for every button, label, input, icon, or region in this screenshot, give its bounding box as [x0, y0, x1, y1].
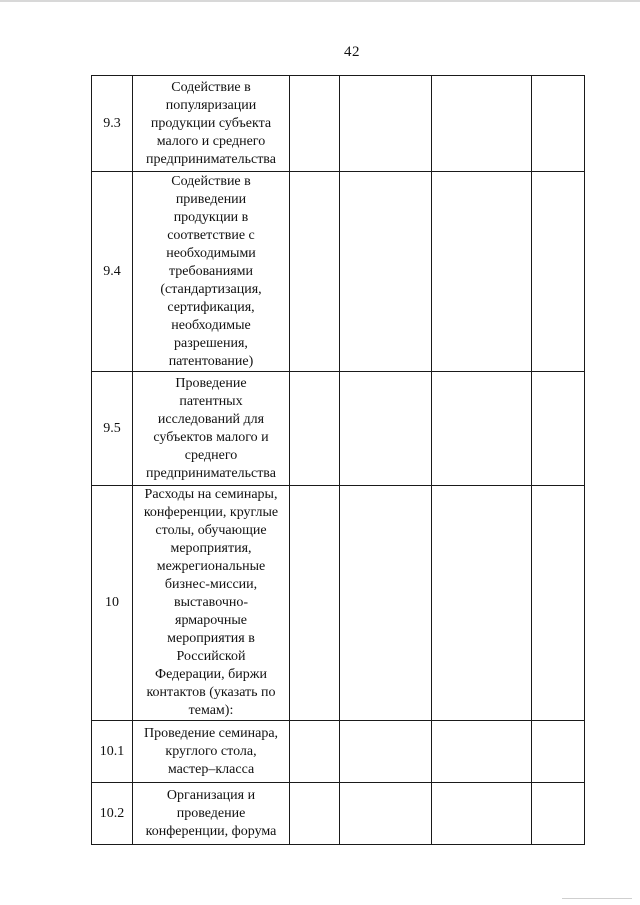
row-number: 10.2	[92, 783, 133, 845]
empty-cell	[532, 486, 585, 721]
desc-line: конференции, форума	[145, 823, 277, 839]
empty-cell	[432, 783, 532, 845]
desc-line: требованиями	[168, 263, 254, 279]
empty-cell	[340, 486, 432, 721]
desc-line: предпринимательства	[146, 151, 276, 167]
desc-line: необходимые	[171, 317, 251, 333]
table-row	[92, 721, 585, 783]
desc-line: продукции в	[173, 209, 249, 225]
empty-cell	[432, 721, 532, 783]
row-number: 9.4	[92, 172, 133, 372]
empty-cell	[340, 372, 432, 486]
row-number: 10.1	[92, 721, 133, 783]
desc-line: Организация и	[166, 787, 256, 803]
desc-line: темам):	[188, 703, 234, 718]
desc-line: (стандартизация,	[160, 281, 262, 297]
table-row	[92, 372, 585, 486]
desc-line: субъектов малого и	[153, 429, 269, 445]
row-number: 9.5	[92, 372, 133, 486]
row-number: 10	[92, 486, 133, 721]
empty-cell	[532, 721, 585, 783]
row-description	[133, 372, 290, 486]
desc-line: выставочно-	[173, 595, 249, 610]
empty-cell	[290, 76, 340, 172]
empty-cell	[532, 783, 585, 845]
desc-line: Проведение семинара,	[143, 725, 279, 741]
row-description	[133, 783, 290, 845]
desc-line: мастер–класса	[167, 761, 255, 777]
scan-top-edge	[0, 0, 640, 2]
empty-cell	[290, 783, 340, 845]
desc-line: мероприятия в	[167, 631, 255, 646]
desc-line: продукции субъекта	[150, 115, 272, 131]
page-number: 42	[344, 44, 360, 60]
empty-cell	[532, 172, 585, 372]
empty-cell	[340, 783, 432, 845]
desc-line: мероприятия,	[170, 541, 252, 556]
desc-line: столы, обучающие	[155, 523, 267, 538]
empty-cell	[532, 76, 585, 172]
desc-line: ярмарочные	[175, 613, 247, 628]
row-description	[133, 172, 290, 372]
empty-cell	[340, 172, 432, 372]
desc-line: патентных	[179, 393, 243, 409]
desc-line: Проведение	[175, 375, 247, 391]
empty-cell	[532, 372, 585, 486]
empty-cell	[432, 486, 532, 721]
desc-line: сертификация,	[167, 299, 255, 315]
empty-cell	[290, 721, 340, 783]
desc-line: Федерации, биржи	[155, 667, 267, 682]
desc-line: бизнес-миссии,	[164, 577, 258, 592]
empty-cell	[432, 372, 532, 486]
form-table	[91, 75, 585, 845]
desc-line: популяризации	[165, 97, 257, 113]
empty-cell	[290, 372, 340, 486]
desc-line: Расходы на семинары,	[144, 487, 278, 502]
desc-line: круглого стола,	[165, 743, 257, 759]
row-description	[133, 76, 290, 172]
table-row	[92, 486, 585, 721]
table-row	[92, 76, 585, 172]
table-row	[92, 783, 585, 845]
empty-cell	[432, 76, 532, 172]
desc-line: необходимыми	[166, 245, 256, 261]
table-row	[92, 172, 585, 372]
empty-cell	[432, 172, 532, 372]
desc-line: разрешения,	[174, 335, 248, 351]
desc-line: малого и среднего	[156, 133, 266, 149]
desc-line: межрегиональные	[156, 559, 266, 574]
desc-line: конференции, круглые	[143, 505, 279, 520]
desc-line: приведении	[175, 191, 247, 207]
empty-cell	[340, 721, 432, 783]
desc-line: среднего	[184, 447, 238, 463]
desc-line: патентование)	[168, 353, 254, 369]
desc-line: Содействие в	[171, 79, 251, 95]
row-description	[133, 721, 290, 783]
desc-line: проведение	[176, 805, 246, 821]
desc-line: исследований для	[157, 411, 265, 427]
desc-line: Содействие в	[171, 173, 251, 189]
empty-cell	[290, 172, 340, 372]
table-body	[92, 76, 585, 845]
empty-cell	[340, 76, 432, 172]
row-number: 9.3	[92, 76, 133, 172]
empty-cell	[290, 486, 340, 721]
scan-mark	[562, 898, 632, 899]
desc-line: Российской	[176, 649, 246, 664]
row-description	[133, 486, 290, 721]
desc-line: соответствие с	[167, 227, 255, 243]
desc-line: предпринимательства	[146, 465, 276, 481]
desc-line: контактов (указать по	[146, 685, 276, 700]
